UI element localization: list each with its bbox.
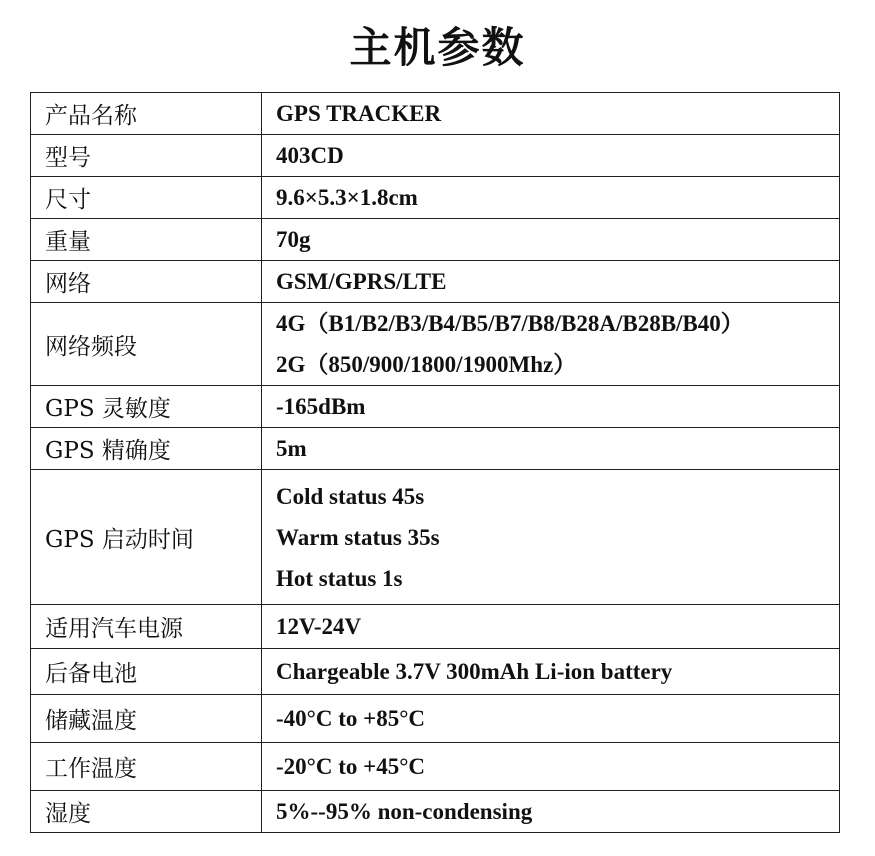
row-label: 网络频段: [31, 303, 262, 386]
row-value: -20°C to +45°C: [262, 743, 840, 791]
row-value: 5%--95% non-condensing: [262, 791, 840, 833]
row-value: GSM/GPRS/LTE: [262, 261, 840, 303]
row-label: 工作温度: [31, 743, 262, 791]
table-row: [31, 649, 840, 695]
table-row: [31, 93, 840, 135]
table-row: [31, 303, 840, 386]
table-row: [31, 177, 840, 219]
row-value: -165dBm: [262, 386, 840, 428]
table-row: [31, 605, 840, 649]
row-label: 型号: [31, 135, 262, 177]
row-label: GPS 精确度: [31, 428, 262, 470]
spec-table: [30, 92, 840, 833]
row-label: 适用汽车电源: [31, 605, 262, 649]
table-row: [31, 470, 840, 605]
row-value: -40°C to +85°C: [262, 695, 840, 743]
row-label: 网络: [31, 261, 262, 303]
table-row: [31, 386, 840, 428]
row-label: 产品名称: [31, 93, 262, 135]
table-row: [31, 695, 840, 743]
row-value: 9.6×5.3×1.8cm: [262, 177, 840, 219]
row-value: Cold status 45s Warm status 35s Hot status 1s: [262, 470, 840, 605]
row-label: 重量: [31, 219, 262, 261]
table-row: [31, 428, 840, 470]
row-label: 尺寸: [31, 177, 262, 219]
table-row: [31, 743, 840, 791]
row-label: GPS 灵敏度: [31, 386, 262, 428]
row-value: 5m: [262, 428, 840, 470]
table-row: [31, 135, 840, 177]
row-value: 4G（B1/B2/B3/B4/B5/B7/B8/B28A/B28B/B40） 2G（850/900/1800/1900Mhz）: [262, 303, 840, 386]
row-label: 后备电池: [31, 649, 262, 695]
row-value: 12V-24V: [262, 605, 840, 649]
row-label: 储藏温度: [31, 695, 262, 743]
table-row: [31, 791, 840, 833]
row-label: GPS 启动时间: [31, 470, 262, 605]
row-value: GPS TRACKER: [262, 93, 840, 135]
row-value: 70g: [262, 219, 840, 261]
table-row: [31, 261, 840, 303]
row-value: 403CD: [262, 135, 840, 177]
table-row: [31, 219, 840, 261]
page-title: 主机参数: [349, 23, 526, 72]
row-value: Chargeable 3.7V 300mAh Li-ion battery: [262, 649, 840, 695]
row-label: 湿度: [31, 791, 262, 833]
